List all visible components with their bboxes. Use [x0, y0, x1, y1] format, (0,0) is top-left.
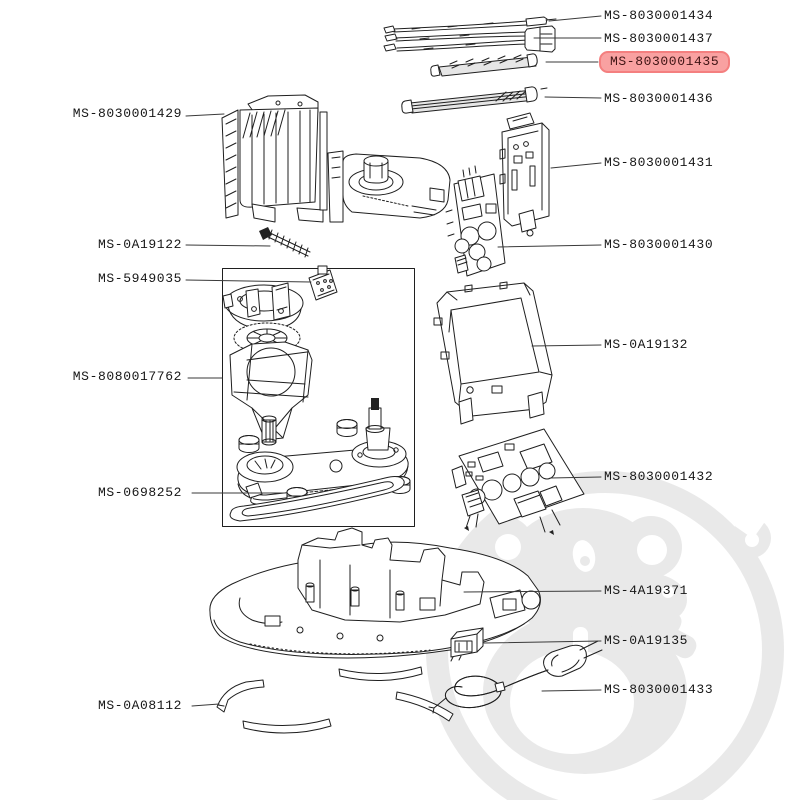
part-label-ms-8030001432[interactable]: MS-8030001432 [604, 469, 714, 484]
art-ms-8030001435 [431, 54, 537, 76]
art-ms-4a19371 [210, 528, 541, 658]
part-label-ms-8030001435-highlighted[interactable]: MS-8030001435 [599, 51, 730, 73]
art-ms-8080017762 [230, 342, 312, 445]
art-ms-8030001437 [384, 26, 555, 52]
part-label-ms-8030001429[interactable]: MS-8030001429 [72, 106, 182, 121]
part-label-ms-4a19371[interactable]: MS-4A19371 [604, 583, 689, 598]
part-label-ms-8030001436[interactable]: MS-8030001436 [604, 91, 714, 106]
part-label-ms-5949035[interactable]: MS-5949035 [97, 271, 182, 286]
art-ms-8030001429 [222, 95, 450, 222]
art-ms-8030001431 [500, 113, 549, 236]
art-ms-0a19132 [434, 282, 552, 424]
part-label-ms-0a19135[interactable]: MS-0A19135 [604, 633, 689, 648]
art-ms-0a08112 [217, 667, 453, 733]
part-label-ms-0698252[interactable]: MS-0698252 [97, 485, 182, 500]
art-ms-5949035 [309, 266, 337, 300]
part-label-ms-8080017762[interactable]: MS-8080017762 [72, 369, 182, 384]
part-label-ms-8030001434[interactable]: MS-8030001434 [604, 8, 714, 23]
art-ms-8030001430 [446, 166, 505, 276]
part-label-ms-0a19132[interactable]: MS-0A19132 [604, 337, 689, 352]
part-label-ms-0a19122[interactable]: MS-0A19122 [97, 237, 182, 252]
art-ms-8030001436 [402, 87, 547, 113]
art-ms-0a19122 [259, 227, 310, 257]
part-label-ms-8030001433[interactable]: MS-8030001433 [604, 682, 714, 697]
part-label-ms-8030001430[interactable]: MS-8030001430 [604, 237, 714, 252]
art-ms-8030001432 [452, 429, 584, 535]
part-label-ms-0a08112[interactable]: MS-0A08112 [97, 698, 182, 713]
part-label-ms-8030001431[interactable]: MS-8030001431 [604, 155, 714, 170]
art-ms-0a19135 [451, 628, 483, 661]
part-label-ms-8030001437[interactable]: MS-8030001437 [604, 31, 714, 46]
